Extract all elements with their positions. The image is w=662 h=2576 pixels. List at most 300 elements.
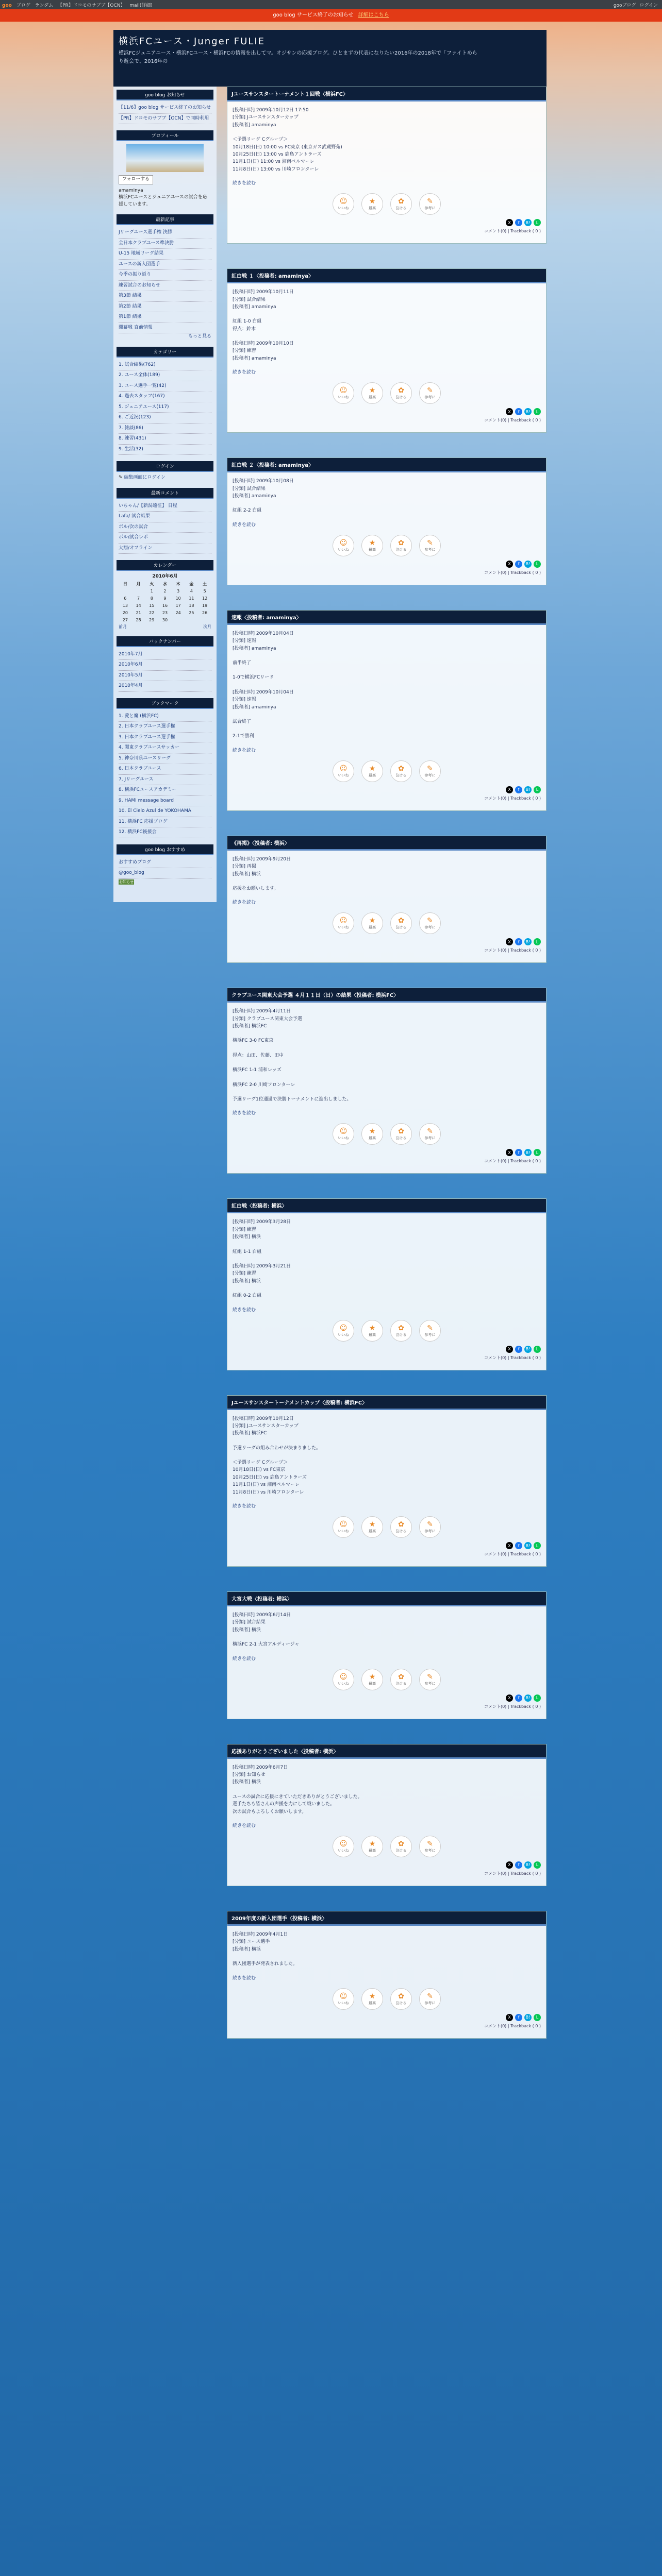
top-link[interactable]: ブログ (16, 3, 30, 8)
calendar-day[interactable]: 15 (149, 603, 155, 608)
login-link[interactable]: ログイン (639, 3, 658, 8)
facebook-share-icon[interactable]: f (515, 561, 522, 568)
post-title[interactable]: Jユースサンスタートーナメントカップ〈投稿者: 横浜FC〉 (227, 1396, 546, 1410)
login-link-sidebar[interactable]: 編集画面にログイン (124, 475, 166, 480)
calendar-prev-link[interactable]: 前月 (119, 624, 127, 629)
comment-item-link[interactable]: 大翔/オフライン (119, 545, 153, 551)
reaction-button[interactable] (333, 1320, 354, 1342)
reaction-button[interactable] (419, 760, 441, 782)
reaction-label: 最高 (369, 547, 376, 552)
calendar-weekday: 土 (203, 581, 207, 586)
x-share-icon[interactable]: X (506, 1149, 513, 1156)
hatena-share-icon[interactable]: B! (524, 1694, 532, 1702)
reaction-button[interactable] (419, 1669, 441, 1690)
reaction-button[interactable] (333, 1836, 354, 1857)
reaction-button[interactable] (390, 1516, 412, 1538)
recent-more-link[interactable]: もっと見る (188, 334, 211, 339)
facebook-share-icon[interactable]: f (515, 1542, 522, 1549)
calendar-weekday: 月 (136, 581, 141, 586)
archive-item-link[interactable]: 2010年6月 (119, 662, 143, 667)
recent-item-link[interactable]: ユースの新入団選手 (119, 261, 160, 267)
post-line: [投稿者] 横浜 (233, 1780, 261, 1785)
calendar-day[interactable]: 24 (175, 610, 181, 615)
reaction-icon: ★ (369, 1992, 376, 2001)
calendar-day[interactable]: 5 (203, 588, 206, 594)
reaction-button[interactable] (333, 912, 354, 934)
reaction-button[interactable] (419, 193, 441, 215)
reaction-button[interactable] (361, 760, 383, 782)
post-footer[interactable]: コメント(0) | Trackback ( 0 ) (484, 1552, 541, 1557)
reaction-button[interactable] (419, 1123, 441, 1145)
share-buttons (227, 1149, 541, 1156)
post-line: 選手たちも皆さんの声援を力にして戦いました。 (233, 1802, 335, 1807)
reaction-label: 最高 (369, 1681, 376, 1686)
share-buttons (227, 1861, 541, 1869)
reaction-button[interactable] (390, 760, 412, 782)
category-box-title: カテゴリー (117, 347, 213, 358)
facebook-share-icon[interactable]: f (515, 1149, 522, 1156)
reaction-button[interactable] (361, 1123, 383, 1145)
post-title[interactable]: 大宮大戦〈投稿者: 横浜〉 (227, 1592, 546, 1606)
reaction-icon: ★ (369, 917, 376, 925)
bookmark-item-link[interactable]: 7. Jリーグユース (119, 776, 154, 782)
reaction-button[interactable] (361, 912, 383, 934)
post-footer[interactable]: コメント(0) | Trackback ( 0 ) (484, 1355, 541, 1360)
reaction-button[interactable] (333, 1669, 354, 1690)
top-link[interactable]: mail(詳細) (129, 3, 153, 8)
post-line (233, 1285, 541, 1292)
bookmark-item-link[interactable]: 8. 横浜FCユースアカデミー (119, 787, 177, 792)
reaction-button[interactable] (361, 1836, 383, 1857)
post-title[interactable]: クラブユース関東大会予選 ４月１１日（日）の結果〈投稿者: 横浜FC〉 (227, 988, 546, 1003)
calendar-day[interactable]: 4 (190, 588, 193, 594)
ad-box-title: goo blog おすすめ (117, 844, 213, 855)
post-title[interactable]: 紅白戦 ２〈投稿者: amaminya〉 (227, 458, 546, 472)
post-line (233, 311, 541, 318)
calendar-month: 2010年6月 (152, 574, 178, 579)
reaction-buttons (227, 912, 546, 934)
bookmark-item-link[interactable]: 2. 日本クラブユース選手権 (119, 724, 175, 729)
banner-detail-link[interactable]: 詳細はこちら (358, 12, 389, 18)
post-line: 11月1日(日) vs 湘南ベルマーレ (233, 1482, 300, 1488)
read-more-link[interactable]: 続きを読む (233, 748, 256, 753)
calendar-day[interactable]: 12 (202, 596, 208, 601)
calendar-day[interactable]: 27 (122, 617, 128, 622)
post-footer[interactable]: コメント(0) | Trackback ( 0 ) (484, 418, 541, 423)
reaction-button[interactable] (390, 1669, 412, 1690)
recent-item-link[interactable]: Jリーグユース選手権 決勝 (119, 230, 172, 235)
bookmark-item-link[interactable]: 5. 神奈川県ユースリーグ (119, 755, 171, 761)
calendar-day[interactable]: 1 (150, 588, 153, 594)
line-share-icon[interactable]: L (534, 1346, 541, 1353)
facebook-share-icon[interactable]: f (515, 938, 522, 945)
x-share-icon[interactable]: X (506, 2014, 513, 2021)
reaction-button[interactable] (333, 535, 354, 556)
calendar-day[interactable]: 13 (122, 603, 128, 608)
comment-item-link[interactable]: ボル/次の試合 (119, 524, 148, 530)
category-item-link[interactable]: 1. 試合結果(762) (119, 362, 156, 367)
facebook-share-icon[interactable]: f (515, 786, 522, 793)
archive-item-link[interactable]: 2010年7月 (119, 651, 143, 657)
comment-item (119, 544, 211, 554)
category-item-link[interactable]: 5. ジュニアユース(117) (119, 404, 169, 410)
calendar-day[interactable]: 22 (149, 610, 155, 615)
bookmark-item-link[interactable]: 4. 関東クラブユースサッカー (119, 745, 180, 750)
line-share-icon[interactable]: L (534, 1861, 541, 1869)
comment-item-link[interactable]: いちゃん/【新潟遠征】 日程 (119, 503, 177, 509)
x-share-icon[interactable]: X (506, 408, 513, 415)
calendar-day[interactable]: 18 (189, 603, 194, 608)
banner-text: goo blog サービス終了のお知らせ (273, 12, 354, 18)
service-end-banner (0, 9, 662, 22)
reaction-button[interactable] (390, 535, 412, 556)
facebook-share-icon[interactable]: f (515, 2014, 522, 2021)
calendar-day[interactable]: 23 (162, 610, 168, 615)
ad-item-link[interactable]: @goo_blog (119, 870, 144, 875)
comment-item-link[interactable]: Lafa/ 試合結果 (119, 514, 151, 519)
post-line: 紅組 1-0 白組 (233, 319, 262, 325)
hatena-share-icon[interactable]: B! (524, 938, 532, 945)
follow-button[interactable]: フォローする (119, 175, 153, 184)
calendar-day[interactable]: 17 (175, 603, 181, 608)
reaction-button[interactable] (390, 912, 412, 934)
calendar-day[interactable]: 3 (177, 588, 180, 594)
reaction-button[interactable] (419, 1836, 441, 1857)
calendar-day[interactable]: 6 (124, 596, 127, 601)
post-title[interactable]: 速報〈投稿者: amaminya〉 (227, 611, 546, 625)
share-buttons (227, 1542, 541, 1549)
reaction-button[interactable] (419, 1320, 441, 1342)
share-buttons (227, 938, 541, 945)
post-footer[interactable]: コメント(0) | Trackback ( 0 ) (484, 1871, 541, 1876)
share-buttons (227, 1346, 541, 1353)
x-share-icon[interactable]: X (506, 219, 513, 226)
reaction-label: 泣ける (395, 206, 407, 211)
category-item-link[interactable]: 8. 練習(431) (119, 436, 146, 441)
bookmark-item-link[interactable]: 6. 日本クラブユース (119, 766, 161, 771)
comment-item-link[interactable]: ボル/試合レポ (119, 535, 148, 540)
hatena-share-icon[interactable]: B! (524, 2014, 532, 2021)
top-link[interactable]: ランダム (35, 3, 54, 8)
read-more-link[interactable]: 続きを読む (233, 181, 256, 187)
reaction-button[interactable] (333, 1123, 354, 1145)
hatena-share-icon[interactable]: B! (524, 1149, 532, 1156)
post-line: 前半終了 (233, 660, 252, 666)
reaction-button[interactable] (390, 1320, 412, 1342)
calendar-next-link[interactable]: 次月 (203, 624, 211, 629)
read-more-link[interactable]: 続きを読む (233, 1975, 256, 1981)
share-buttons (227, 2014, 541, 2021)
post-line: 次の試合もよろしくお願いします。 (233, 1809, 307, 1815)
recent-item-link[interactable]: 練習試合のお知らせ (119, 282, 160, 288)
reaction-button[interactable] (333, 1988, 354, 2010)
facebook-share-icon[interactable]: f (515, 1861, 522, 1869)
reaction-icon: ☺ (339, 764, 347, 773)
recent-item-link[interactable]: 今季の振り返り (119, 272, 152, 277)
read-more-link[interactable]: 続きを読む (233, 370, 256, 376)
post-body (227, 1759, 546, 1818)
reaction-button[interactable] (419, 535, 441, 556)
post-line: 新入団選手が発表されました。 (233, 1961, 298, 1967)
bookmark-item-link[interactable]: 1. 愛と魔 (横浜FC) (119, 713, 159, 719)
post-footer[interactable]: コメント(0) | Trackback ( 0 ) (484, 1159, 541, 1164)
reaction-button[interactable] (390, 1123, 412, 1145)
bookmark-item-link[interactable]: 9. HAMI message board (119, 798, 174, 803)
share-buttons (227, 1694, 541, 1702)
post-line: [分類] Jユースサンスターカップ (233, 115, 299, 121)
hatena-share-icon[interactable]: B! (524, 1861, 532, 1869)
hatena-share-icon[interactable]: B! (524, 786, 532, 793)
reaction-label: 泣ける (395, 1529, 407, 1534)
category-item-link[interactable]: 4. 過去スタッフ(167) (119, 394, 165, 399)
post-title[interactable]: 紅白戦 １〈投稿者: amaminya〉 (227, 269, 546, 283)
x-share-icon[interactable]: X (506, 561, 513, 568)
reaction-button[interactable] (390, 193, 412, 215)
archive-item-link[interactable]: 2010年5月 (119, 672, 143, 678)
post-line (233, 1030, 541, 1037)
calendar-day[interactable]: 8 (150, 596, 153, 601)
reaction-icon: ✿ (398, 764, 404, 773)
calendar-day[interactable]: 25 (189, 610, 194, 615)
category-list (117, 360, 213, 455)
info-item-link[interactable]: 【11/6】goo blog サービス終了のお知らせ (119, 105, 211, 110)
reaction-label: 最高 (369, 925, 376, 930)
post-footer[interactable]: コメント(0) | Trackback ( 0 ) (484, 948, 541, 953)
read-more-link[interactable]: 続きを読む (233, 1823, 256, 1828)
reaction-icon: ✎ (427, 386, 433, 395)
read-more-link[interactable]: 続きを読む (233, 900, 256, 906)
hatena-share-icon[interactable]: B! (524, 561, 532, 568)
calendar-day[interactable]: 10 (175, 596, 181, 601)
blog-post (227, 268, 547, 433)
post-line: [投稿日時] 2009年10月12日 (233, 1416, 294, 1421)
x-share-icon[interactable]: X (506, 1694, 513, 1702)
x-share-icon[interactable]: X (506, 938, 513, 945)
ad-item (119, 868, 211, 879)
post-line (233, 725, 541, 733)
reaction-button[interactable] (390, 1988, 412, 2010)
hatena-share-icon[interactable]: B! (524, 219, 532, 226)
post-title[interactable]: 《再掲》〈投稿者: 横浜〉 (227, 836, 546, 851)
reaction-button[interactable] (419, 1516, 441, 1538)
reaction-button[interactable] (390, 1836, 412, 1857)
post-footer[interactable]: コメント(0) | Trackback ( 0 ) (484, 570, 541, 575)
post-line: [投稿者] 横浜 (233, 1627, 261, 1633)
calendar-box-title: カレンダー (117, 560, 213, 571)
recent-item-link[interactable]: 第1節 結果 (119, 314, 142, 319)
line-share-icon[interactable]: L (534, 1694, 541, 1702)
archive-item-link[interactable]: 2010年4月 (119, 683, 143, 688)
post-title[interactable]: Jユースサンスタートーナメント１回戦〈横浜FC〉 (227, 87, 546, 101)
reaction-icon: ✿ (398, 197, 404, 206)
reaction-button[interactable] (361, 1516, 383, 1538)
reaction-button[interactable] (390, 382, 412, 404)
goo-logo[interactable]: goo (2, 3, 12, 8)
reaction-button[interactable] (333, 193, 354, 215)
post-footer[interactable]: コメント(0) | Trackback ( 0 ) (484, 2023, 541, 2028)
category-item-link[interactable]: 9. 生活(32) (119, 446, 143, 452)
blog-post (227, 1395, 547, 1567)
bookmark-item (119, 796, 211, 807)
reaction-button[interactable] (333, 1516, 354, 1538)
reaction-button[interactable] (361, 1320, 383, 1342)
reaction-icon: ☺ (339, 386, 347, 395)
read-more-link[interactable]: 続きを読む (233, 1111, 256, 1116)
line-share-icon[interactable]: L (534, 408, 541, 415)
post-title[interactable]: 紅白戦〈投稿者: 横浜〉 (227, 1199, 546, 1213)
reaction-buttons (227, 1669, 546, 1690)
post-body (227, 1606, 546, 1651)
bookmark-item-link[interactable]: 3. 日本クラブユース選手権 (119, 734, 175, 740)
top-link[interactable]: 【PR】ドコモのサブブ【OCN】 (58, 3, 125, 8)
reaction-label: 参考に (424, 1529, 436, 1534)
reaction-button[interactable] (333, 760, 354, 782)
reaction-icon: ★ (369, 764, 376, 773)
recent-item (119, 323, 211, 334)
calendar-day (198, 617, 211, 624)
read-more-link[interactable]: 続きを読む (233, 1504, 256, 1510)
category-item-link[interactable]: 3. ユース選手一覧(42) (119, 383, 167, 388)
facebook-share-icon[interactable]: f (515, 1694, 522, 1702)
post-line (233, 1089, 541, 1096)
recent-item-link[interactable]: 開幕戦 直前情報 (119, 325, 153, 330)
line-share-icon[interactable]: L (534, 938, 541, 945)
x-share-icon[interactable]: X (506, 1346, 513, 1353)
info-item-link[interactable]: 【PR】ドコモのサブブ【OCN】で同時利用 (119, 115, 209, 121)
x-share-icon[interactable]: X (506, 786, 513, 793)
info-box (117, 90, 213, 124)
calendar-day[interactable]: 21 (136, 610, 141, 615)
ad-item-link[interactable]: おすすめブログ (119, 859, 152, 865)
post-line (233, 1059, 541, 1066)
hatena-share-icon[interactable]: B! (524, 1346, 532, 1353)
goo-blog-link[interactable]: gooブログ (613, 3, 636, 8)
reaction-button[interactable] (419, 912, 441, 934)
info-box-title: goo blog お知らせ (117, 90, 213, 100)
post-title[interactable]: 2009年度の新入団選手〈投稿者: 横浜〉 (227, 1911, 546, 1926)
reaction-button[interactable] (361, 193, 383, 215)
reaction-icon: ☺ (339, 1672, 347, 1681)
reaction-label: 参考に (424, 206, 436, 211)
reaction-icon: ☺ (339, 1992, 347, 2001)
calendar-day[interactable]: 26 (202, 610, 208, 615)
comment-item (119, 512, 211, 522)
category-item (119, 434, 211, 445)
calendar-day[interactable]: 19 (202, 603, 208, 608)
post-line (233, 1786, 541, 1793)
reaction-icon: ✎ (427, 1127, 433, 1136)
hatena-share-icon[interactable]: B! (524, 408, 532, 415)
post-footer[interactable]: コメント(0) | Trackback ( 0 ) (484, 1704, 541, 1709)
recent-item-link[interactable]: 第2節 結果 (119, 303, 142, 309)
line-share-icon[interactable]: L (534, 561, 541, 568)
recent-item-link[interactable]: 全日本クラブユース準決勝 (119, 240, 174, 246)
recent-item-link[interactable]: 第3節 結果 (119, 293, 142, 298)
post-title[interactable]: 応援ありがとうございました〈投稿者: 横浜〉 (227, 1744, 546, 1759)
bookmark-item-link[interactable]: 10. El Cielo Azul de YOKOHAMA (119, 808, 191, 814)
post-body (227, 283, 546, 364)
recent-item-link[interactable]: U-15 地域リーグ結果 (119, 251, 164, 256)
calendar-day (172, 617, 185, 624)
calendar-day[interactable]: 29 (149, 617, 155, 622)
reaction-button[interactable] (361, 382, 383, 404)
x-share-icon[interactable]: X (506, 1861, 513, 1869)
reaction-button[interactable] (333, 382, 354, 404)
blog-post (227, 87, 547, 244)
calendar-day[interactable]: 16 (162, 603, 168, 608)
calendar-day[interactable]: 30 (162, 617, 168, 622)
reaction-icon: ✎ (427, 1324, 433, 1332)
reaction-button[interactable] (419, 1988, 441, 2010)
post-body (227, 1003, 546, 1105)
blog-post (227, 1911, 547, 2039)
line-share-icon[interactable]: L (534, 219, 541, 226)
calendar-day[interactable]: 11 (189, 596, 194, 601)
post-line: [分類] ユース選手 (233, 1939, 270, 1945)
line-share-icon[interactable]: L (534, 786, 541, 793)
facebook-share-icon[interactable]: f (515, 408, 522, 415)
line-share-icon[interactable]: L (534, 2014, 541, 2021)
calendar-day[interactable]: 9 (163, 596, 167, 601)
reaction-icon: ✿ (398, 386, 404, 395)
post-line: [分類] 練習 (233, 348, 256, 354)
line-share-icon[interactable]: L (534, 1542, 541, 1549)
category-item-link[interactable]: 2. ユース全体(189) (119, 372, 160, 378)
post-line: 得点：山田、佐藤、田中 (233, 1053, 284, 1058)
post-body (227, 625, 546, 742)
calendar-day[interactable]: 2 (163, 588, 167, 594)
calendar-day[interactable]: 28 (136, 617, 141, 622)
hatena-share-icon[interactable]: B! (524, 1542, 532, 1549)
reaction-icon: ★ (369, 1520, 376, 1529)
read-more-link[interactable]: 続きを読む (233, 1656, 256, 1662)
bookmark-item-link[interactable]: 12. 横浜FC後援会 (119, 829, 157, 835)
reaction-button[interactable] (419, 382, 441, 404)
reaction-button[interactable] (361, 1988, 383, 2010)
post-line: [分類] 練習 (233, 1227, 256, 1232)
x-share-icon[interactable]: X (506, 1542, 513, 1549)
line-share-icon[interactable]: L (534, 1149, 541, 1156)
post-footer[interactable]: コメント(0) | Trackback ( 0 ) (484, 795, 541, 801)
reaction-label: いいね (338, 206, 349, 211)
calendar-day[interactable]: 14 (136, 603, 141, 608)
bookmark-item-link[interactable]: 11. 横浜FC 応援ブログ (119, 819, 168, 824)
post-footer[interactable]: コメント(0) | Trackback ( 0 ) (484, 229, 541, 234)
reaction-button[interactable] (361, 535, 383, 556)
calendar-weekday: 木 (176, 581, 180, 586)
calendar-day[interactable]: 20 (122, 610, 128, 615)
post-line: [投稿者] amaminya (233, 122, 276, 128)
calendar-day[interactable]: 7 (137, 596, 140, 601)
facebook-share-icon[interactable]: f (515, 1346, 522, 1353)
reaction-icon: ✎ (427, 1839, 433, 1848)
facebook-share-icon[interactable]: f (515, 219, 522, 226)
blog-title[interactable]: 横浜FCユース・Junger FULIE (119, 36, 266, 47)
goo-blog-badge[interactable]: お知らせ (119, 879, 134, 884)
bookmark-item (119, 722, 211, 733)
reaction-button[interactable] (361, 1669, 383, 1690)
category-item-link[interactable]: 6. ご近況(123) (119, 415, 151, 420)
read-more-link[interactable]: 続きを読む (233, 1307, 256, 1313)
reaction-icon: ✿ (398, 1127, 404, 1136)
category-item-link[interactable]: 7. 雑談(86) (119, 425, 143, 431)
category-item (119, 360, 211, 371)
reaction-label: 泣ける (395, 1848, 407, 1853)
post-line: [分類] 再掲 (233, 864, 256, 870)
reaction-icon: ✿ (398, 1839, 404, 1848)
reaction-buttons (227, 193, 546, 215)
read-more-link[interactable]: 続きを読む (233, 522, 256, 528)
